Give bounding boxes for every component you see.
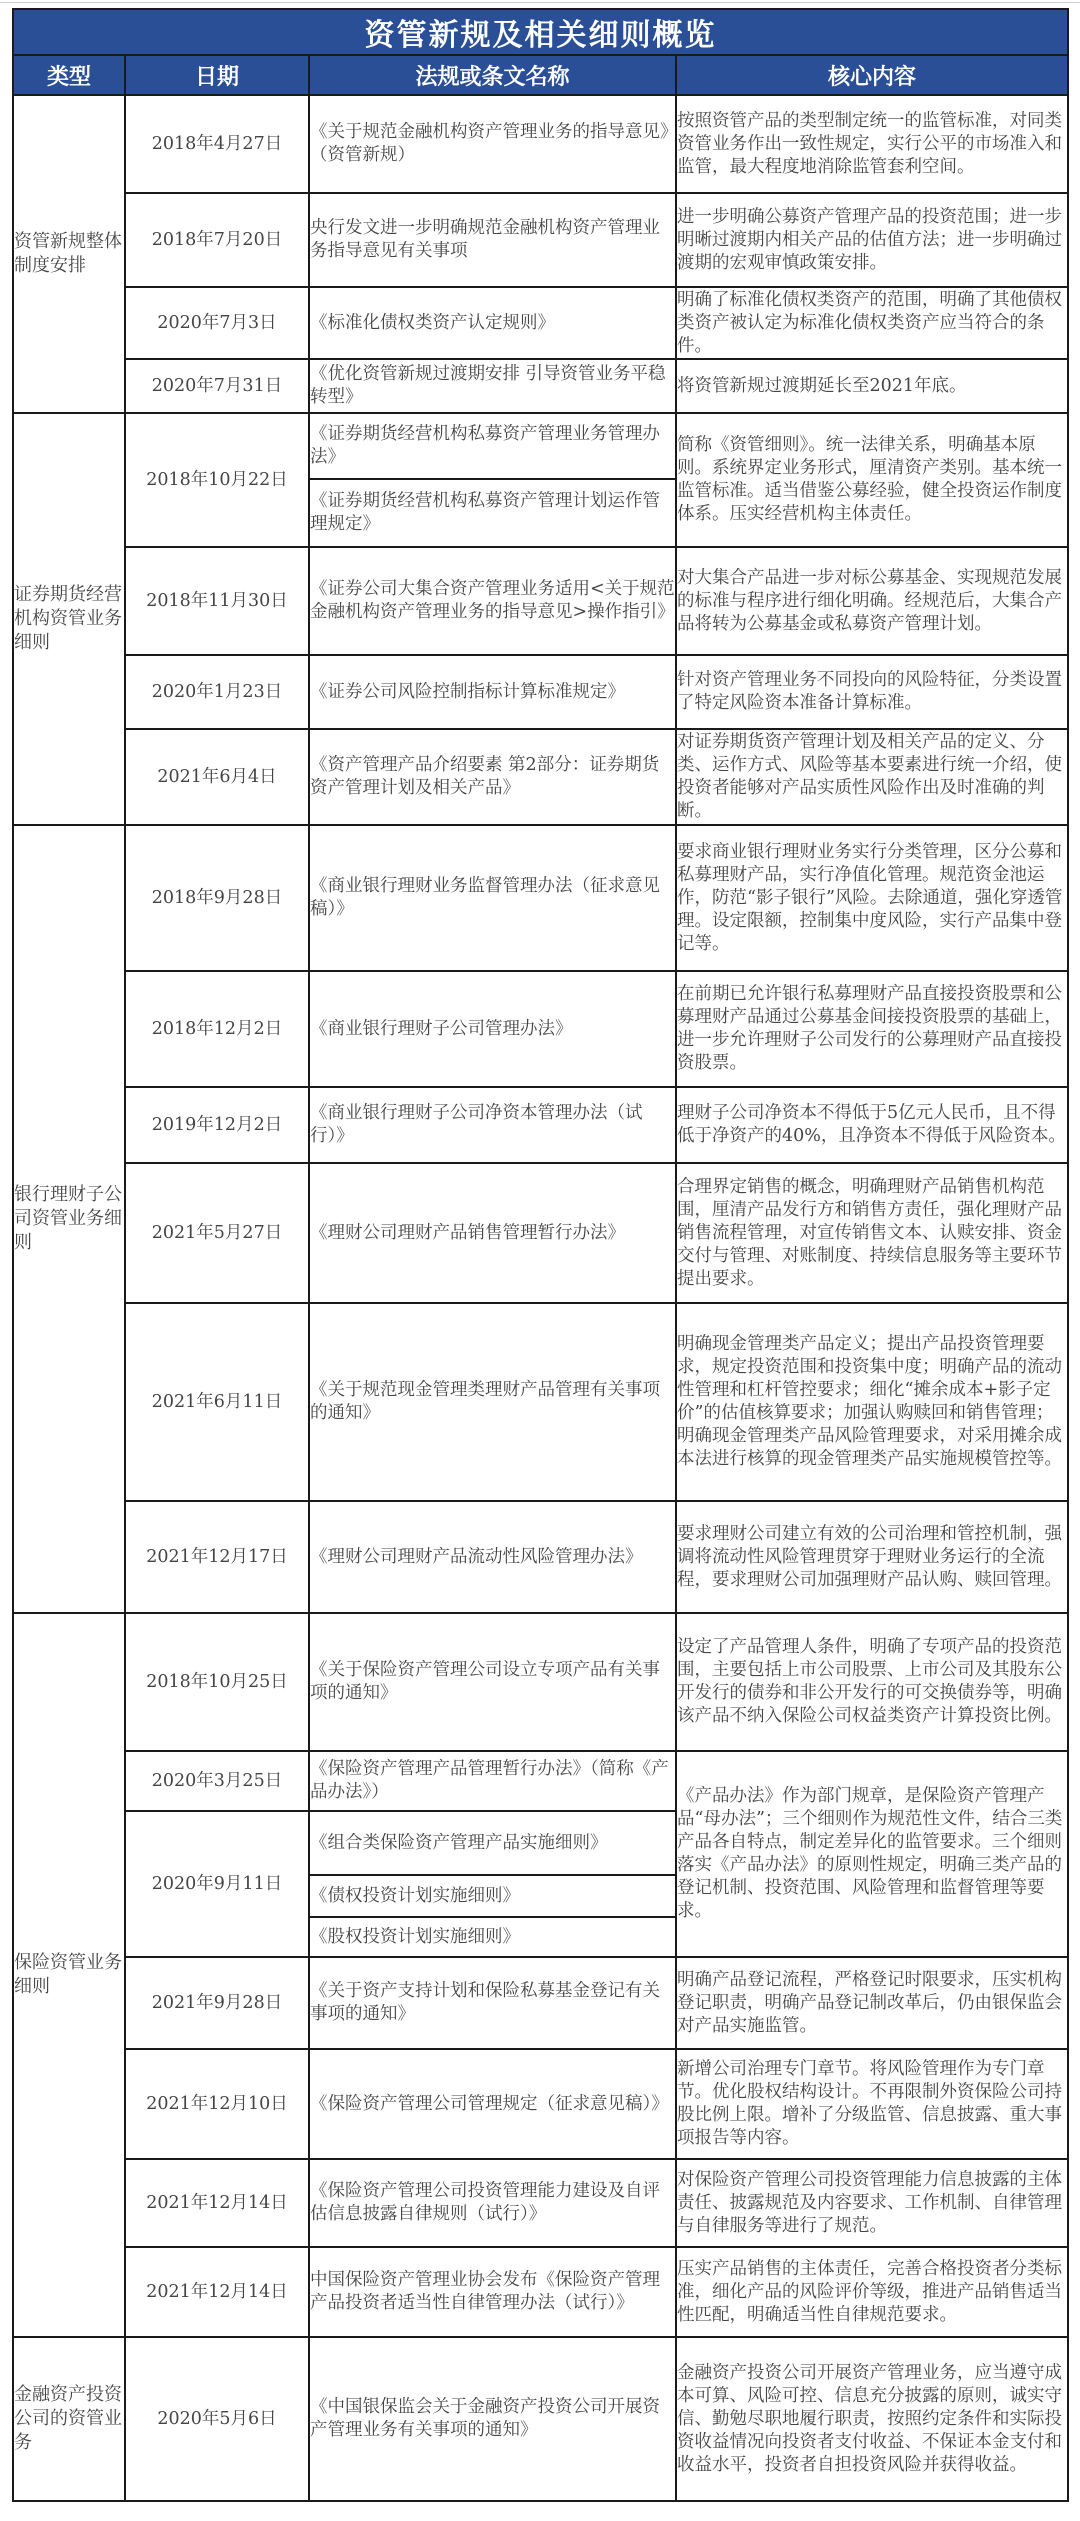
date-cell: 2018年12月2日 (125, 971, 309, 1087)
date-cell: 2021年12月14日 (125, 2159, 309, 2247)
date-cell: 2018年9月28日 (125, 825, 309, 971)
table-row (13, 95, 1068, 193)
name-cell: 中国保险资产管理业协会发布《保险资产管理产品投资者适当性自律管理办法（试行）》 (309, 2247, 676, 2337)
table-row (13, 1163, 1068, 1303)
content-cell: 设定了产品管理人条件，明确了专项产品的投资范围，主要包括上市公司股票、上市公司及其股东公开发行的债券和非公开发行的可交换债券等，明确该产品不纳入保险公司权益类资产计算投资比例。 (676, 1613, 1068, 1751)
name-cell: 《标准化债权类资产认定规则》 (309, 287, 676, 359)
date-cell: 2020年9月11日 (125, 1811, 309, 1957)
table-row (13, 413, 1068, 479)
content-cell: 对证券期货资产管理计划及相关产品的定义、分类、运作方式、风险等基本要素进行统一介绍，使投资者能够对产品实质性风险作出及时准确的判断。 (676, 729, 1068, 825)
name-cell: 《中国银保监会关于金融资产投资公司开展资产管理业务有关事项的通知》 (309, 2337, 676, 2501)
date-cell: 2018年10月22日 (125, 413, 309, 547)
table-row (13, 359, 1068, 413)
type-cell: 保险资管业务细则 (13, 1613, 125, 2337)
table-row (13, 1751, 1068, 1811)
name-cell: 《证券期货经营机构私募资产管理计划运作管理规定》 (309, 479, 676, 547)
name-cell: 《商业银行理财子公司净资本管理办法（试行）》 (309, 1087, 676, 1163)
type-cell: 资管新规整体制度安排 (13, 95, 125, 413)
table-row (13, 287, 1068, 359)
table-row (13, 2049, 1068, 2159)
date-cell: 2020年1月23日 (125, 655, 309, 729)
table-row (13, 825, 1068, 971)
name-cell: 《关于保险资产管理公司设立专项产品有关事项的通知》 (309, 1613, 676, 1751)
name-cell: 《资产管理产品介绍要素 第2部分：证券期货资产管理计划及相关产品》 (309, 729, 676, 825)
content-cell: 明确了标准化债权类资产的范围，明确了其他债权类资产被认定为标准化债权类资产应当符合的条件。 (676, 287, 1068, 359)
table-row (13, 1087, 1068, 1163)
top-divider (0, 2, 1080, 3)
content-cell: 理财子公司净资本不得低于5亿元人民币，且不得低于净资产的40%，且净资本不得低于风险资本。 (676, 1087, 1068, 1163)
name-cell: 《保险资产管理产品管理暂行办法》（简称《产品办法》） (309, 1751, 676, 1811)
name-cell: 《关于规范现金管理类理财产品管理有关事项的通知》 (309, 1303, 676, 1501)
content-cell: 明确产品登记流程，严格登记时限要求，压实机构登记职责，明确产品登记制改革后，仍由银保监会对产品实施监管。 (676, 1957, 1068, 2049)
table-row (13, 1303, 1068, 1501)
date-cell: 2020年5月6日 (125, 2337, 309, 2501)
name-cell: 央行发文进一步明确规范金融机构资产管理业务指导意见有关事项 (309, 193, 676, 287)
table-row (13, 729, 1068, 825)
name-cell: 《理财公司理财产品销售管理暂行办法》 (309, 1163, 676, 1303)
header-name: 法规或条文名称 (309, 55, 676, 95)
table-row (13, 2247, 1068, 2337)
content-cell: 进一步明确公募资产管理产品的投资范围；进一步明晰过渡期内相关产品的估值方法；进一步明确过渡期的宏观审慎政策安排。 (676, 193, 1068, 287)
table-title: 资管新规及相关细则概览 (13, 9, 1068, 55)
content-cell: 合理界定销售的概念，明确理财产品销售机构范围，厘清产品发行方和销售方责任，强化理财产品销售流程管理，对宣传销售文本、认赎安排、资金交付与管理、对账制度、持续信息服务等主要环节提出要求。 (676, 1163, 1068, 1303)
type-cell: 证券期货经营机构资管业务细则 (13, 413, 125, 825)
content-cell: 要求理财公司建立有效的公司治理和管控机制，强调将流动性风险管理贯穿于理财业务运行的全流程，要求理财公司加强理财产品认购、赎回管理。 (676, 1501, 1068, 1613)
date-cell: 2020年7月31日 (125, 359, 309, 413)
name-cell: 《证券期货经营机构私募资产管理业务管理办法》 (309, 413, 676, 479)
table-row (13, 547, 1068, 655)
content-cell: 对保险资产管理公司投资管理能力信息披露的主体责任、披露规范及内容要求、工作机制、自律管理与自律服务等进行了规范。 (676, 2159, 1068, 2247)
table-row (13, 193, 1068, 287)
name-cell: 《关于资产支持计划和保险私募基金登记有关事项的通知》 (309, 1957, 676, 2049)
table-row (13, 655, 1068, 729)
date-cell: 2021年6月11日 (125, 1303, 309, 1501)
content-cell: 明确现金管理类产品定义；提出产品投资管理要求，规定投资范围和投资集中度；明确产品的流动性管理和杠杆管控要求；细化“摊余成本+影子定价”的估值核算要求；加强认购赎回和销售管理；明确现金管理类产品风险管理要求，对采用摊余成本法进行核算的现金管理类产品实施规模管控等。 (676, 1303, 1068, 1501)
content-cell: 在前期已允许银行私募理财产品直接投资股票和公募理财产品通过公募基金间接投资股票的基础上，进一步允许理财子公司发行的公募理财产品直接投资股票。 (676, 971, 1068, 1087)
name-cell: 《股权投资计划实施细则》 (309, 1917, 676, 1957)
name-cell: 《商业银行理财业务监督管理办法（征求意见稿）》 (309, 825, 676, 971)
name-cell: 《证券公司大集合资产管理业务适用<关于规范金融机构资产管理业务的指导意见>操作指引》 (309, 547, 676, 655)
table-row (13, 2159, 1068, 2247)
date-cell: 2020年3月25日 (125, 1751, 309, 1811)
type-cell: 银行理财子公司资管业务细则 (13, 825, 125, 1613)
table-row (13, 1613, 1068, 1751)
content-cell: 新增公司治理专门章节。将风险管理作为专门章节。优化股权结构设计。不再限制外资保险公司持股比例上限。增补了分级监管、信息披露、重大事项报告等内容。 (676, 2049, 1068, 2159)
content-cell: 针对资产管理业务不同投向的风险特征，分类设置了特定风险资本准备计算标准。 (676, 655, 1068, 729)
date-cell: 2018年4月27日 (125, 95, 309, 193)
content-cell: 对大集合产品进一步对标公募基金、实现规范发展的标准与程序进行细化明确。经规范后，大集合产品将转为公募基金或私募资产管理计划。 (676, 547, 1068, 655)
table-row (13, 1957, 1068, 2049)
date-cell: 2020年7月3日 (125, 287, 309, 359)
content-cell: 将资管新规过渡期延长至2021年底。 (676, 359, 1068, 413)
name-cell: 《理财公司理财产品流动性风险管理办法》 (309, 1501, 676, 1613)
header-date: 日期 (125, 55, 309, 95)
name-cell: 《证券公司风险控制指标计算标准规定》 (309, 655, 676, 729)
date-cell: 2019年12月2日 (125, 1087, 309, 1163)
content-cell: 按照资管产品的类型制定统一的监管标准，对同类资管业务作出一致性规定，实行公平的市场准入和监管，最大程度地消除监管套利空间。 (676, 95, 1068, 193)
table-row (13, 971, 1068, 1087)
date-cell: 2021年9月28日 (125, 1957, 309, 2049)
table-row (13, 1501, 1068, 1613)
content-cell: 《产品办法》作为部门规章，是保险资产管理产品“母办法”；三个细则作为规范性文件，结合三类产品各自特点，制定差异化的监管要求。三个细则落实《产品办法》的原则性规定，明确三类产品的登记机制、投资范围、风险管理和监督管理等要求。 (676, 1751, 1068, 1957)
name-cell: 《保险资产管理公司管理规定（征求意见稿）》 (309, 2049, 676, 2159)
name-cell: 《优化资管新规过渡期安排 引导资管业务平稳转型》 (309, 359, 676, 413)
date-cell: 2021年5月27日 (125, 1163, 309, 1303)
name-cell: 《保险资产管理公司投资管理能力建设及自评估信息披露自律规则（试行）》 (309, 2159, 676, 2247)
date-cell: 2021年12月14日 (125, 2247, 309, 2337)
name-cell: 《关于规范金融机构资产管理业务的指导意见》（资管新规） (309, 95, 676, 193)
table-row (13, 2337, 1068, 2501)
header-content: 核心内容 (676, 55, 1068, 95)
regulation-overview-table (12, 8, 1069, 2502)
content-cell: 要求商业银行理财业务实行分类管理，区分公募和私募理财产品，实行净值化管理。规范资金池运作，防范“影子银行”风险。去除通道，强化穿透管理。设定限额，控制集中度风险，实行产品集中登记等。 (676, 825, 1068, 971)
type-cell: 金融资产投资公司的资管业务 (13, 2337, 125, 2501)
header-type: 类型 (13, 55, 125, 95)
name-cell: 《债权投资计划实施细则》 (309, 1875, 676, 1917)
date-cell: 2018年11月30日 (125, 547, 309, 655)
content-cell: 金融资产投资公司开展资产管理业务，应当遵守成本可算、风险可控、信息充分披露的原则，诚实守信、勤勉尽职地履行职责，按照约定条件和实际投资收益情况向投资者支付收益、不保证本金支付和收益水平，投资者自担投资风险并获得收益。 (676, 2337, 1068, 2501)
date-cell: 2018年10月25日 (125, 1613, 309, 1751)
name-cell: 《商业银行理财子公司管理办法》 (309, 971, 676, 1087)
date-cell: 2021年12月10日 (125, 2049, 309, 2159)
content-cell: 压实产品销售的主体责任，完善合格投资者分类标准，细化产品的风险评价等级，推进产品销售适当性匹配，明确适当性自律规范要求。 (676, 2247, 1068, 2337)
content-cell: 简称《资管细则》。统一法律关系，明确基本原则。系统界定业务形式，厘清资产类别。基本统一监管标准。适当借鉴公募经验，健全投资运作制度体系。压实经营机构主体责任。 (676, 413, 1068, 547)
date-cell: 2021年12月17日 (125, 1501, 309, 1613)
name-cell: 《组合类保险资产管理产品实施细则》 (309, 1811, 676, 1875)
date-cell: 2018年7月20日 (125, 193, 309, 287)
date-cell: 2021年6月4日 (125, 729, 309, 825)
